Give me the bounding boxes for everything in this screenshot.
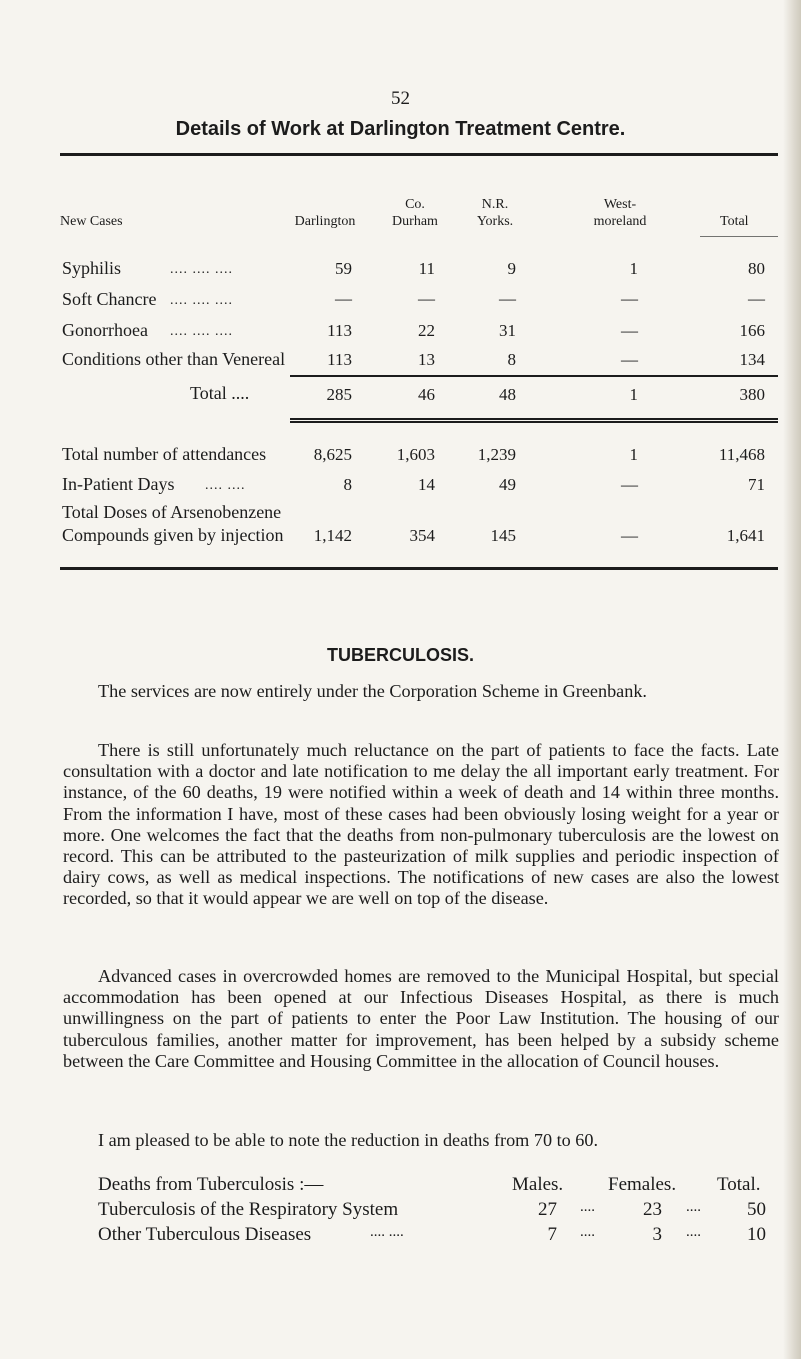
section-heading-tuberculosis: TUBERCULOSIS. (326, 645, 474, 665)
cell-co-durham: — (418, 289, 435, 308)
paragraph-2: There is still unfortunately much reluctance on the part of patients to face the facts. Late consultation with a doctor and late notification to me delay the all important early treatment. For instance, of the 60 deaths, 19 were notified within a week of death and 14 within three months. From the information I have, most of these cases had been obviously losing weight for a year or more. One welcomes the fact that the deaths from non-pulmonary tuberculosis are the lowest on record. This can be attributed to the pasteurization of milk supplies and periodic inspection of dairy cows, as well as medical inspections. The notifications of new cases are also the lowest recorded, so that it would appear we are well on top of the disease. (63, 740, 779, 909)
cell-darlington: 113 (327, 321, 352, 340)
cell-westmoreland: 1 (629, 385, 638, 404)
cell-nr-yorks: 49 (499, 475, 516, 494)
cell-westmoreland: — (621, 475, 638, 494)
total-bottom-rule-2 (290, 421, 778, 423)
cell-westmoreland: 1 (629, 445, 638, 464)
total-label: Total .... (190, 383, 250, 403)
paragraph-1: The services are now entirely under the Corporation Scheme in Greenbank. (98, 681, 647, 701)
cell-nr-yorks: 31 (499, 321, 516, 340)
cell-nr-yorks: 8 (507, 350, 516, 369)
cell-females: 3 (652, 1224, 662, 1245)
cell-total: 134 (739, 350, 765, 369)
col-header-total: Total (720, 214, 749, 229)
cell-co-durham: 13 (418, 350, 435, 369)
cell-nr-yorks: 145 (490, 526, 516, 545)
row-label: Gonorrhoea (62, 320, 148, 340)
cell-total: 10 (747, 1224, 766, 1245)
cell-co-durham: 1,603 (396, 445, 435, 464)
cell-total: 1,641 (726, 526, 765, 545)
table-bottom-rule (60, 567, 778, 570)
col-header-co-durham: Co. Durham (392, 197, 438, 229)
row-label: Conditions other than Venereal (62, 349, 286, 369)
cell-total: 380 (739, 385, 765, 404)
cell-nr-yorks: 48 (499, 385, 516, 404)
deaths-table-title: Deaths from Tuberculosis :— (98, 1174, 324, 1195)
total-bottom-rule (290, 418, 778, 420)
row-leader-dots: .... .... .... (170, 293, 233, 308)
header-underline-total (700, 236, 778, 237)
cell-sep: .... (686, 1199, 701, 1215)
cell-darlington: 59 (335, 259, 352, 278)
cell-westmoreland: — (621, 350, 638, 369)
row-label: Soft Chancre (62, 289, 157, 309)
cell-darlington: 8 (343, 475, 352, 494)
cell-westmoreland: — (621, 526, 638, 545)
row-label-line2: Compounds given by injection (62, 525, 284, 545)
col-header-females: Females. (608, 1174, 677, 1195)
col-header-new-cases: New Cases (60, 214, 123, 229)
cell-total: 166 (739, 321, 765, 340)
cell-males: 27 (538, 1199, 557, 1220)
cell-darlington: 113 (327, 350, 352, 369)
col-header-darlington: Darlington (294, 214, 356, 229)
cell-total: — (748, 289, 765, 308)
col-header-westmoreland: West- moreland (593, 197, 647, 229)
row-leader-dots: .... .... (205, 478, 246, 493)
page-title: Details of Work at Darlington Treatment Centre. (175, 118, 626, 140)
cell-co-durham: 46 (418, 385, 435, 404)
col-header-males: Males. (512, 1174, 564, 1195)
col-header-total: Total. (717, 1174, 761, 1195)
table-top-rule (60, 153, 778, 156)
cell-nr-yorks: 1,239 (477, 445, 516, 464)
row-label: In-Patient Days (62, 474, 175, 494)
row-label: Other Tuberculous Diseases (98, 1224, 312, 1245)
cell-sep: .... (686, 1224, 701, 1240)
cell-darlington: — (335, 289, 352, 308)
paragraph-3: Advanced cases in overcrowded homes are removed to the Municipal Hospital, but special accommodation has been opened at our Infectious Diseases Hospital, as there is much unwillingness on the part of patients to enter the Poor Law Institution. The housing of our tuberculous families, another matter for improvement, has been helped by a subsidy scheme between the Care Committee and Housing Committee in the allocation of Council houses. (63, 966, 779, 1071)
row-label: Total number of attendances (62, 444, 267, 464)
cell-darlington: 8,625 (313, 445, 352, 464)
cell-sep: .... (580, 1199, 595, 1215)
cell-co-durham: 14 (418, 475, 435, 494)
cell-westmoreland: 1 (629, 259, 638, 278)
cell-sep: .... (580, 1224, 595, 1240)
cell-total: 11,468 (718, 445, 765, 464)
paragraph-4: I am pleased to be able to note the reduction in deaths from 70 to 60. (98, 1130, 599, 1150)
row-label: Syphilis (62, 258, 122, 278)
row-label-line1: Total Doses of Arsenobenzene (62, 502, 282, 522)
total-top-rule (290, 375, 778, 377)
cell-co-durham: 11 (418, 259, 435, 278)
cell-total: 71 (748, 475, 765, 494)
page-number: 52 (391, 88, 410, 109)
cell-darlington: 1,142 (313, 526, 352, 545)
cell-females: 23 (643, 1199, 662, 1220)
cell-nr-yorks: — (499, 289, 516, 308)
cell-nr-yorks: 9 (507, 259, 516, 278)
cell-westmoreland: — (621, 289, 638, 308)
cell-westmoreland: — (621, 321, 638, 340)
cell-males: 7 (547, 1224, 557, 1245)
row-leader-dots: .... .... .... (170, 262, 233, 277)
row-leader-dots: .... .... .... (170, 324, 233, 339)
col-header-nr-yorks: N.R. Yorks. (476, 197, 514, 229)
cell-co-durham: 354 (409, 526, 435, 545)
cell-darlington: 285 (326, 385, 352, 404)
page-edge-shadow (783, 0, 801, 1359)
row-label: Tuberculosis of the Respiratory System (98, 1199, 399, 1220)
cell-total: 50 (747, 1199, 766, 1220)
cell-co-durham: 22 (418, 321, 435, 340)
cell-total: 80 (748, 259, 765, 278)
row-leader-dots: .... .... (370, 1224, 404, 1240)
